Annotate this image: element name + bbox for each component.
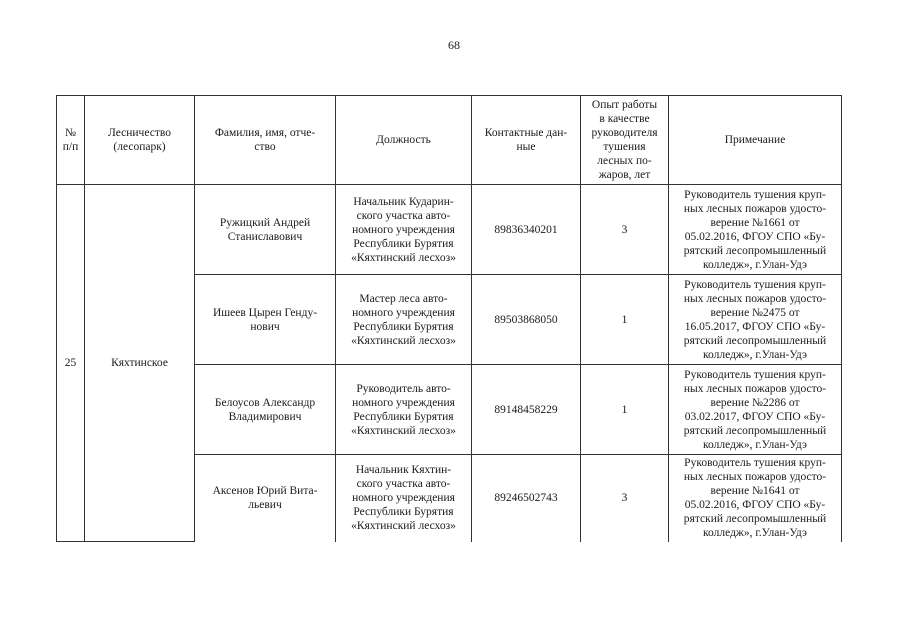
- position-cell: Мастер леса авто- номного учреждения Республики Бурятия «Кяхтинский лесхоз»: [336, 275, 472, 365]
- name-cell: Ишеев Цырен Генду- нович: [195, 275, 336, 365]
- header-position: Должность: [336, 96, 472, 185]
- name-cell: Ружицкий Андрей Станиславович: [195, 185, 336, 275]
- forestry-cell: Кяхтинское: [85, 185, 195, 542]
- position-cell: Начальник Кударин- ского участка авто- номного учреждения Республики Бурятия «Кяхтинский лесхоз»: [336, 185, 472, 275]
- table-row: [57, 185, 842, 275]
- table-header-row: [57, 96, 842, 185]
- row-number-cell: 25: [57, 185, 85, 542]
- name-cell: Аксенов Юрий Вита- льевич: [195, 455, 336, 542]
- contact-cell: 89246502743: [472, 455, 581, 542]
- note-cell: Руководитель тушения круп- ных лесных пожаров удосто- верение №2475 от 16.05.2017, ФГОУ СПО «Бу- рятский лесопромышленный колледж», г.Улан-Удэ: [669, 275, 842, 365]
- name-cell: Белоусов Александр Владимирович: [195, 365, 336, 455]
- contact-cell: 89836340201: [472, 185, 581, 275]
- header-note: Примечание: [669, 96, 842, 185]
- experience-cell: 1: [581, 365, 669, 455]
- contact-cell: 89503868050: [472, 275, 581, 365]
- fire-chiefs-table: [56, 95, 842, 542]
- experience-cell: 3: [581, 455, 669, 542]
- contact-cell: 89148458229: [472, 365, 581, 455]
- note-cell: Руководитель тушения круп- ных лесных пожаров удосто- верение №1641 от 05.02.2016, ФГОУ СПО «Бу- рятский лесопромышленный колледж», г.Улан-Удэ: [669, 455, 842, 542]
- header-experience: Опыт работы в качестве руководителя тушения лесных по- жаров, лет: [581, 96, 669, 185]
- header-forestry: Лесничество (лесопарк): [85, 96, 195, 185]
- position-cell: Руководитель авто- номного учреждения Республики Бурятия «Кяхтинский лесхоз»: [336, 365, 472, 455]
- header-contact: Контактные дан- ные: [472, 96, 581, 185]
- note-cell: Руководитель тушения круп- ных лесных пожаров удосто- верение №1661 от 05.02.2016, ФГОУ СПО «Бу- рятский лесопромышленный колледж», г.Улан-Удэ: [669, 185, 842, 275]
- experience-cell: 1: [581, 275, 669, 365]
- header-name: Фамилия, имя, отче- ство: [195, 96, 336, 185]
- header-num: № п/п: [57, 96, 85, 185]
- experience-cell: 3: [581, 185, 669, 275]
- position-cell: Начальник Кяхтин- ского участка авто- номного учреждения Республики Бурятия «Кяхтинский лесхоз»: [336, 455, 472, 542]
- note-cell: Руководитель тушения круп- ных лесных пожаров удосто- верение №2286 от 03.02.2017, ФГОУ СПО «Бу- рятский лесопромышленный колледж», г.Улан-Удэ: [669, 365, 842, 455]
- page-number: 68: [448, 38, 460, 52]
